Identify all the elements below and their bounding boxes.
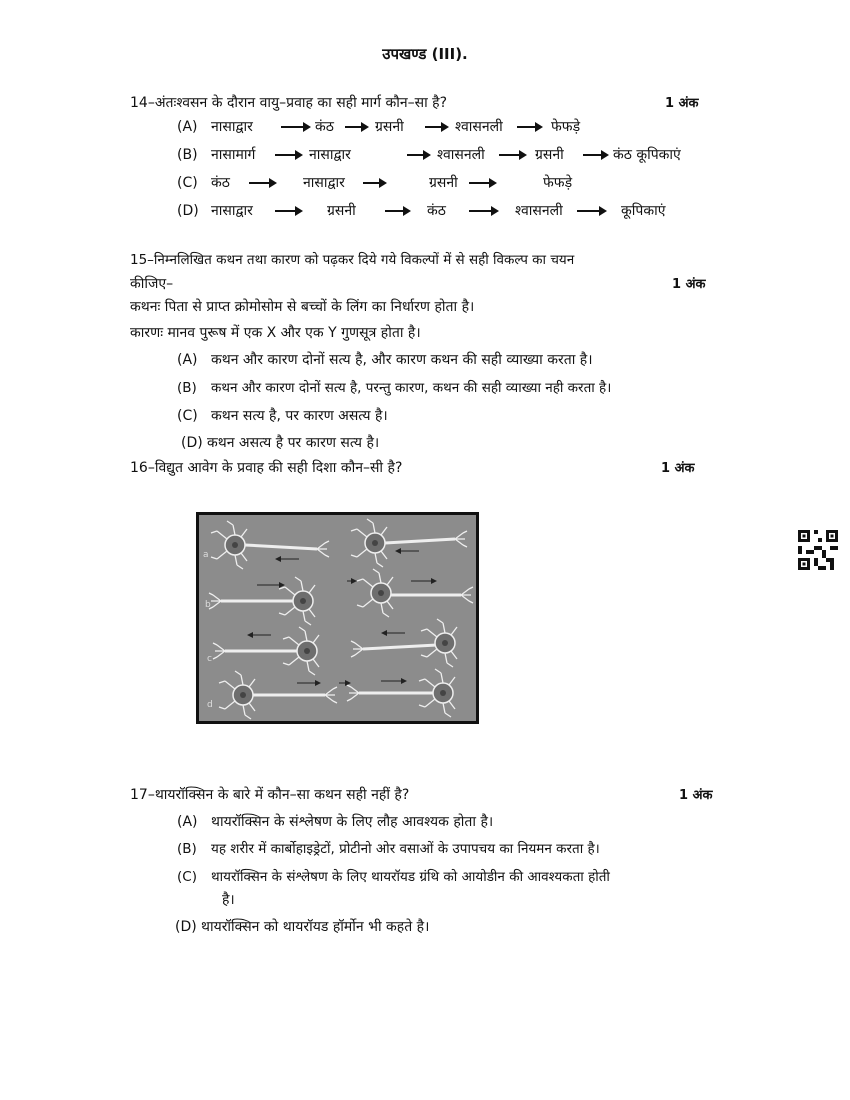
- option-label: (D): [175, 919, 197, 935]
- q15-option-a: [177, 350, 593, 369]
- step: कंठ: [315, 119, 334, 135]
- neuron-diagram-svg: [199, 515, 476, 721]
- q15-reason: कारणः मानव पुरूष में एक X और एक Y गुणसूत्र होता है।: [130, 325, 421, 341]
- step: नासाद्वार: [211, 203, 253, 219]
- marks-q15: 1 अंक: [672, 277, 706, 292]
- arrow-icon: [363, 182, 385, 184]
- arrow-icon: [275, 154, 301, 156]
- q17-option-b: [177, 839, 600, 857]
- q14-option-b: [177, 145, 681, 164]
- q17-option-c-cont: है।: [222, 892, 235, 908]
- option-label: (A): [177, 352, 198, 368]
- marks-q16: 1 अंक: [661, 461, 695, 476]
- option-label: (D): [177, 202, 199, 219]
- question-14: 14–अंतःश्वसन के दौरान वायु–प्रवाह का सही मार्ग कौन–सा है?: [130, 95, 448, 111]
- option-label: (B): [177, 146, 198, 163]
- question-16: 16–विद्युत आवेग के प्रवाह की सही दिशा कौन–सी है?: [130, 460, 403, 476]
- step: श्वासनली: [515, 203, 563, 219]
- arrow-icon: [249, 182, 275, 184]
- step: नासाद्वार: [211, 119, 253, 135]
- arrow-icon: [577, 210, 605, 212]
- option-label: (C): [177, 408, 198, 424]
- step: श्वासनली: [455, 119, 503, 135]
- q15-option-d: [181, 433, 379, 452]
- step: ग्रसनी: [327, 203, 356, 219]
- option-text: यह शरीर में कार्बोहाइड्रेटों, प्रोटीनो ओर वसाओं के उपापचय का नियमन करता है।: [211, 841, 600, 857]
- option-text: थायरॉक्सिन के संश्लेषण के लिए लौह आवश्यक होता है।: [211, 814, 494, 830]
- arrow-icon: [281, 126, 309, 128]
- step: नासाद्वार: [309, 147, 351, 163]
- arrow-icon: [499, 154, 525, 156]
- arrow-icon: [517, 126, 541, 128]
- option-label: (C): [177, 174, 198, 191]
- arrow-icon: [425, 126, 447, 128]
- q15-option-b: [177, 378, 611, 396]
- step: श्वासनली: [437, 147, 485, 163]
- q17-option-c: [177, 867, 610, 885]
- option-label: (A): [177, 814, 198, 830]
- q15-option-c: [177, 406, 388, 425]
- q14-option-a: [177, 117, 580, 136]
- step: ग्रसनी: [535, 147, 564, 163]
- step: कंठ: [427, 203, 446, 219]
- row-label: b: [205, 600, 211, 610]
- step: ग्रसनी: [429, 175, 458, 191]
- option-text: कथन और कारण दोनों सत्य है, और कारण कथन की सही व्याख्या करता है।: [211, 352, 593, 368]
- option-text: कथन असत्य है पर कारण सत्य है।: [207, 435, 380, 451]
- neuron-diagram: [196, 512, 479, 724]
- q17-option-d: [175, 917, 429, 936]
- arrow-icon: [407, 154, 429, 156]
- section-title: उपखण्ड (III).: [382, 45, 468, 63]
- arrow-icon: [469, 182, 495, 184]
- arrow-icon: [385, 210, 409, 212]
- arrow-icon: [469, 210, 497, 212]
- q17-option-a: [177, 812, 493, 831]
- marks-q17: 1 अंक: [679, 788, 713, 803]
- question-17: 17–थायरॉक्सिन के बारे में कौन–सा कथन सही नहीं है?: [130, 787, 410, 803]
- arrow-icon: [583, 154, 607, 156]
- step: नासामार्ग: [211, 147, 256, 163]
- step: कूपिकाएं: [621, 203, 666, 219]
- step: कंठ: [211, 175, 230, 191]
- option-label: (C): [177, 869, 197, 885]
- option-text: कथन और कारण दोनों सत्य है, परन्तु कारण, कथन की सही व्याख्या नही करता है।: [211, 380, 612, 396]
- question-15-line2: कीजिए–: [130, 276, 174, 292]
- step: ग्रसनी: [375, 119, 404, 135]
- arrow-icon: [275, 210, 301, 212]
- arrow-icon: [345, 126, 367, 128]
- question-15-line1: 15–निम्नलिखित कथन तथा कारण को पढ़कर दिये गये विकल्पों में से सही विकल्प का चयन: [130, 252, 575, 268]
- option-label: (D): [181, 435, 203, 451]
- row-label: c: [207, 654, 212, 664]
- step: फेफड़े: [551, 119, 581, 135]
- option-text: थायरॉक्सिन को थायरॉयड हॉर्मोन भी कहते है।: [201, 919, 430, 935]
- q14-option-c: [177, 173, 572, 192]
- row-label: d: [207, 700, 213, 710]
- step: नासाद्वार: [303, 175, 345, 191]
- q15-statement: कथनः पिता से प्राप्त क्रोमोसोम से बच्चों के लिंग का निर्धारण होता है।: [130, 299, 475, 315]
- step: फेफड़े: [543, 175, 573, 191]
- step: कंठ कूपिकाएं: [613, 147, 681, 163]
- marks-q14: 1 अंक: [665, 96, 699, 111]
- qr-code: [798, 530, 838, 570]
- option-text: थायरॉक्सिन के संश्लेषण के लिए थायरॉयड ग्रंथि को आयोडीन की आवश्यकता होती: [211, 869, 610, 885]
- row-label: a: [203, 550, 209, 560]
- option-label: (A): [177, 118, 198, 135]
- option-label: (B): [177, 841, 197, 857]
- option-label: (B): [177, 380, 197, 396]
- q14-option-d: [177, 201, 665, 220]
- option-text: कथन सत्य है, पर कारण असत्य है।: [211, 408, 388, 424]
